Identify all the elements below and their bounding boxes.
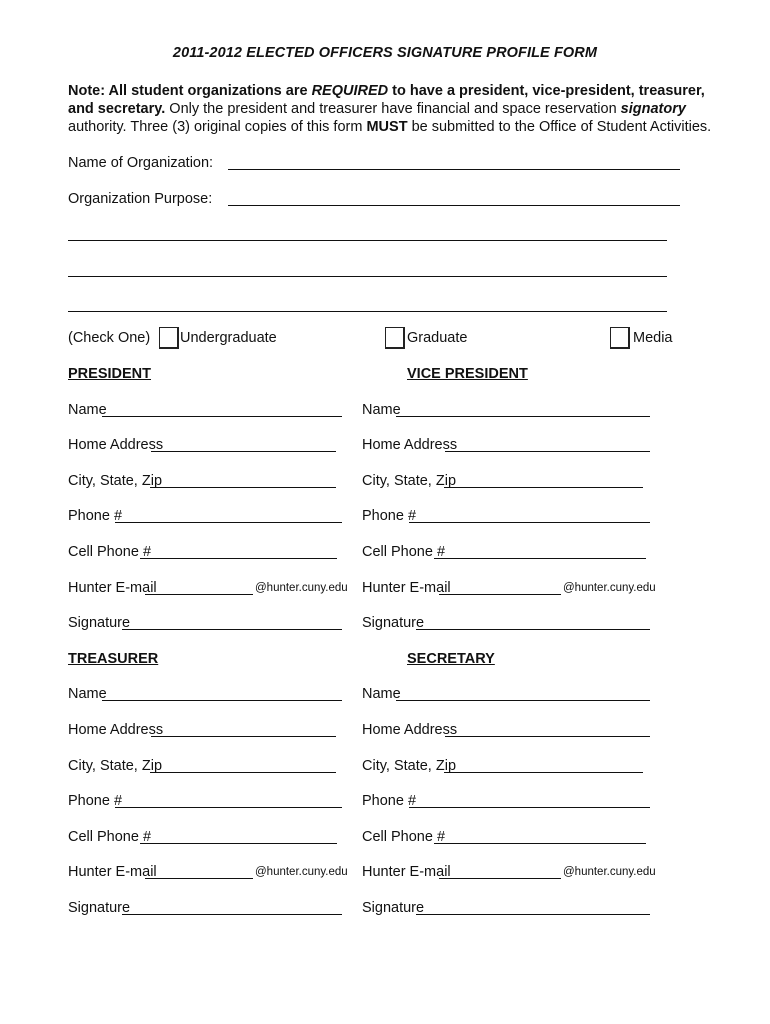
- secretary-name-field[interactable]: [396, 700, 650, 701]
- president-phone-label: Phone #: [68, 508, 123, 524]
- note-body-2: authority. Three (3) original copies of this form: [68, 119, 367, 135]
- president-city-label: City, State, Zip: [68, 473, 163, 489]
- org-purpose-line-4[interactable]: [68, 311, 667, 312]
- graduate-checkbox[interactable]: [385, 327, 405, 349]
- president-name-label: Name: [68, 402, 107, 418]
- note-body-3: be submitted to the Office of Student Activities.: [407, 119, 712, 135]
- treasurer-phone-label: Phone #: [68, 793, 123, 809]
- form-title: 2011-2012 ELECTED OFFICERS SIGNATURE PROFILE FORM: [172, 45, 598, 61]
- vp-email-field[interactable]: [439, 594, 561, 595]
- vp-signature-field[interactable]: [416, 629, 650, 630]
- vp-name-label: Name: [362, 402, 401, 418]
- president-cell-field[interactable]: [140, 558, 337, 559]
- vp-cell-label: Cell Phone #: [362, 544, 446, 560]
- treasurer-email-domain: @hunter.cuny.edu: [255, 866, 348, 878]
- president-cell-label: Cell Phone #: [68, 544, 152, 560]
- president-name-field[interactable]: [102, 416, 342, 417]
- treasurer-cell-label: Cell Phone #: [68, 829, 152, 845]
- president-email-field[interactable]: [145, 594, 253, 595]
- treasurer-phone-field[interactable]: [115, 807, 342, 808]
- treasurer-heading: TREASURER: [68, 651, 159, 667]
- secretary-address-label: Home Address: [362, 722, 458, 738]
- treasurer-address-label: Home Address: [68, 722, 164, 738]
- secretary-city-field[interactable]: [444, 772, 643, 773]
- treasurer-city-label: City, State, Zip: [68, 758, 163, 774]
- org-purpose-line-3[interactable]: [68, 276, 667, 277]
- secretary-email-domain: @hunter.cuny.edu: [563, 866, 656, 878]
- president-signature-label: Signature: [68, 615, 131, 631]
- secretary-cell-field[interactable]: [434, 843, 646, 844]
- president-address-field[interactable]: [151, 451, 336, 452]
- secretary-address-field[interactable]: [445, 736, 650, 737]
- president-address-label: Home Address: [68, 437, 164, 453]
- vp-city-field[interactable]: [444, 487, 643, 488]
- vice-president-heading: VICE PRESIDENT: [407, 366, 528, 382]
- president-city-field[interactable]: [150, 487, 336, 488]
- secretary-cell-label: Cell Phone #: [362, 829, 446, 845]
- org-name-label: Name of Organization:: [68, 155, 214, 171]
- president-signature-field[interactable]: [122, 629, 342, 630]
- instructions-note: [68, 82, 728, 136]
- org-purpose-field[interactable]: [228, 205, 680, 206]
- org-purpose-label: Organization Purpose:: [68, 191, 213, 207]
- org-purpose-line-2[interactable]: [68, 240, 667, 241]
- vp-phone-field[interactable]: [409, 522, 650, 523]
- undergraduate-checkbox[interactable]: [159, 327, 179, 349]
- secretary-phone-label: Phone #: [362, 793, 417, 809]
- vp-signature-label: Signature: [362, 615, 425, 631]
- secretary-heading: SECRETARY: [407, 651, 495, 667]
- undergraduate-label: Undergraduate: [180, 330, 277, 346]
- vp-address-field[interactable]: [445, 451, 650, 452]
- note-required: REQUIRED: [311, 83, 389, 99]
- president-phone-field[interactable]: [115, 522, 342, 523]
- treasurer-signature-field[interactable]: [122, 914, 342, 915]
- note-lead-2: to have a president, vice-president, treasurer, and secretary.: [68, 83, 705, 117]
- vp-address-label: Home Address: [362, 437, 458, 453]
- treasurer-name-field[interactable]: [102, 700, 342, 701]
- vp-phone-label: Phone #: [362, 508, 417, 524]
- treasurer-email-field[interactable]: [145, 878, 253, 879]
- note-lead-1: Note: All student organizations are: [68, 83, 312, 99]
- check-one-label: (Check One): [68, 330, 151, 346]
- vp-name-field[interactable]: [396, 416, 650, 417]
- org-name-field[interactable]: [228, 169, 680, 170]
- secretary-email-field[interactable]: [439, 878, 561, 879]
- treasurer-cell-field[interactable]: [140, 843, 337, 844]
- treasurer-name-label: Name: [68, 686, 107, 702]
- treasurer-signature-label: Signature: [68, 900, 131, 916]
- media-label: Media: [633, 330, 673, 346]
- treasurer-address-field[interactable]: [151, 736, 336, 737]
- vp-email-label: Hunter E-mail: [362, 580, 451, 596]
- secretary-signature-field[interactable]: [416, 914, 650, 915]
- vp-cell-field[interactable]: [434, 558, 646, 559]
- note-body-1: Only the president and treasurer have financial and space reservation: [165, 101, 621, 117]
- president-email-domain: @hunter.cuny.edu: [255, 582, 348, 594]
- secretary-signature-label: Signature: [362, 900, 425, 916]
- vp-email-domain: @hunter.cuny.edu: [563, 582, 656, 594]
- president-email-label: Hunter E-mail: [68, 580, 157, 596]
- treasurer-email-label: Hunter E-mail: [68, 864, 157, 880]
- secretary-email-label: Hunter E-mail: [362, 864, 451, 880]
- secretary-city-label: City, State, Zip: [362, 758, 457, 774]
- president-heading: PRESIDENT: [68, 366, 151, 382]
- treasurer-city-field[interactable]: [150, 772, 336, 773]
- note-signatory: signatory: [620, 101, 686, 117]
- graduate-label: Graduate: [407, 330, 468, 346]
- media-checkbox[interactable]: [610, 327, 630, 349]
- vp-city-label: City, State, Zip: [362, 473, 457, 489]
- note-must: MUST: [366, 119, 408, 135]
- secretary-name-label: Name: [362, 686, 401, 702]
- secretary-phone-field[interactable]: [409, 807, 650, 808]
